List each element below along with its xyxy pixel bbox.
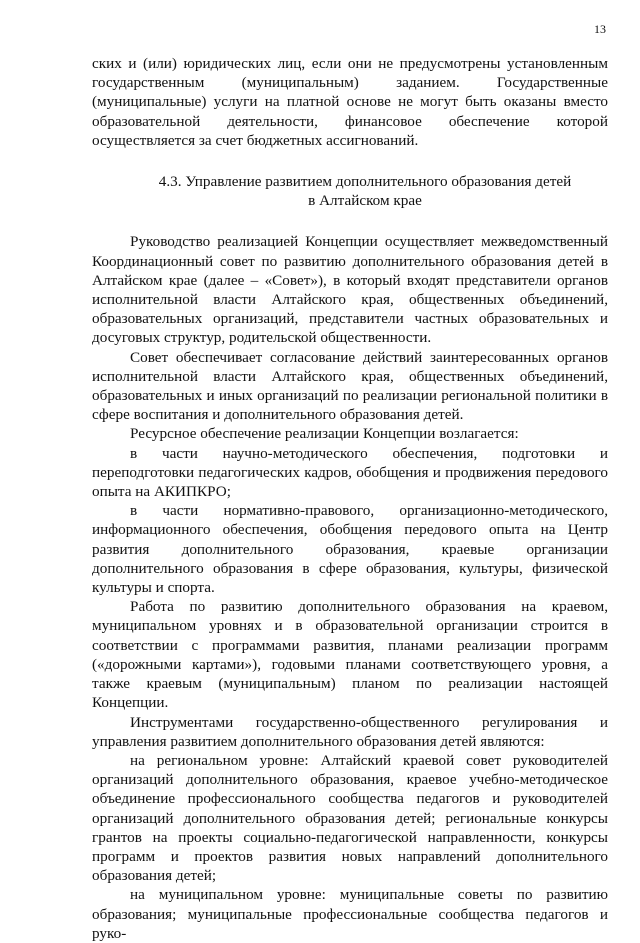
section-heading-line-2: в Алтайском крае bbox=[308, 192, 422, 210]
paragraph: Ресурсное обеспечение реализации Концепции возлагается: bbox=[130, 425, 519, 443]
paragraph: на муниципальном уровне: муниципальные советы по развитию образования; муниципальные профессиональные сообщества педагогов и руко- bbox=[92, 886, 608, 942]
paragraph: Работа по развитию дополнительного образования на краевом, муниципальном уровнях и в образовательной организации строится в соответствии с программами развития, планами реализации программ («дорожными картами»), годовыми планами соответствующего уровня, а также краевым (муниципальным) планом по реализации настоящей Концепции. bbox=[92, 598, 608, 712]
paragraph: Совет обеспечивает согласование действий заинтересованных органов исполнительной власти Алтайского края, общественных объединений, образовательных и иных организаций по реализации региональной политики в сфере воспитания и дополнительного образования детей. bbox=[92, 348, 608, 424]
paragraph: Инструментами государственно-общественного регулирования и управления развитием дополнительного образования детей являются: bbox=[92, 713, 608, 750]
paragraph: в части нормативно-правового, организационно-методического, информационного обеспечения, обобщения передового опыта на Центр развития дополнительного образования, краевые организации дополнительного образования в сфере образования, культуры, физической культуры и спорта. bbox=[92, 502, 608, 597]
page-number: 13 bbox=[594, 22, 606, 36]
section-heading bbox=[92, 172, 608, 210]
paragraph-continuation: ских и (или) юридических лиц, если они не предусмотрены установленным государственным (муниципальным) заданием. Государственные (муниципальные) услуги на платной основе не могут быть оказаны вместо образовательной деятельности, финансовое обеспечение которой осуществляется за счет бюджетных ассигнований. bbox=[92, 55, 608, 149]
paragraph: Руководство реализацией Концепции осуществляет межведомственный Координационный совет по развитию дополнительного образования детей в Алтайском крае (далее – «Совет»), в который входят представители органов исполнительной власти Алтайского края, общественных объединений, образовательных организаций, представители частных образовательных и досуговых структур, родительской общественности. bbox=[92, 233, 608, 347]
paragraph: в части научно-методического обеспечения, подготовки и переподготовки педагогических кадров, обобщения и продвижения передового опыта на АКИПКРО; bbox=[92, 444, 608, 501]
paragraph: на региональном уровне: Алтайский краевой совет руководителей организаций дополнительного образования, краевое учебно-методическое объединение профессионального сообщества педагогов и руководителей организаций дополнительного образования детей; региональные конкурсы грантов на проекты социально-педагогической направленности, конкурсы программ и проектов развития новых направлений дополнительного образования детей; bbox=[92, 751, 608, 885]
section-heading-line-1: 4.3. Управление развитием дополнительного образования детей bbox=[158, 173, 572, 191]
document-body bbox=[92, 54, 608, 943]
